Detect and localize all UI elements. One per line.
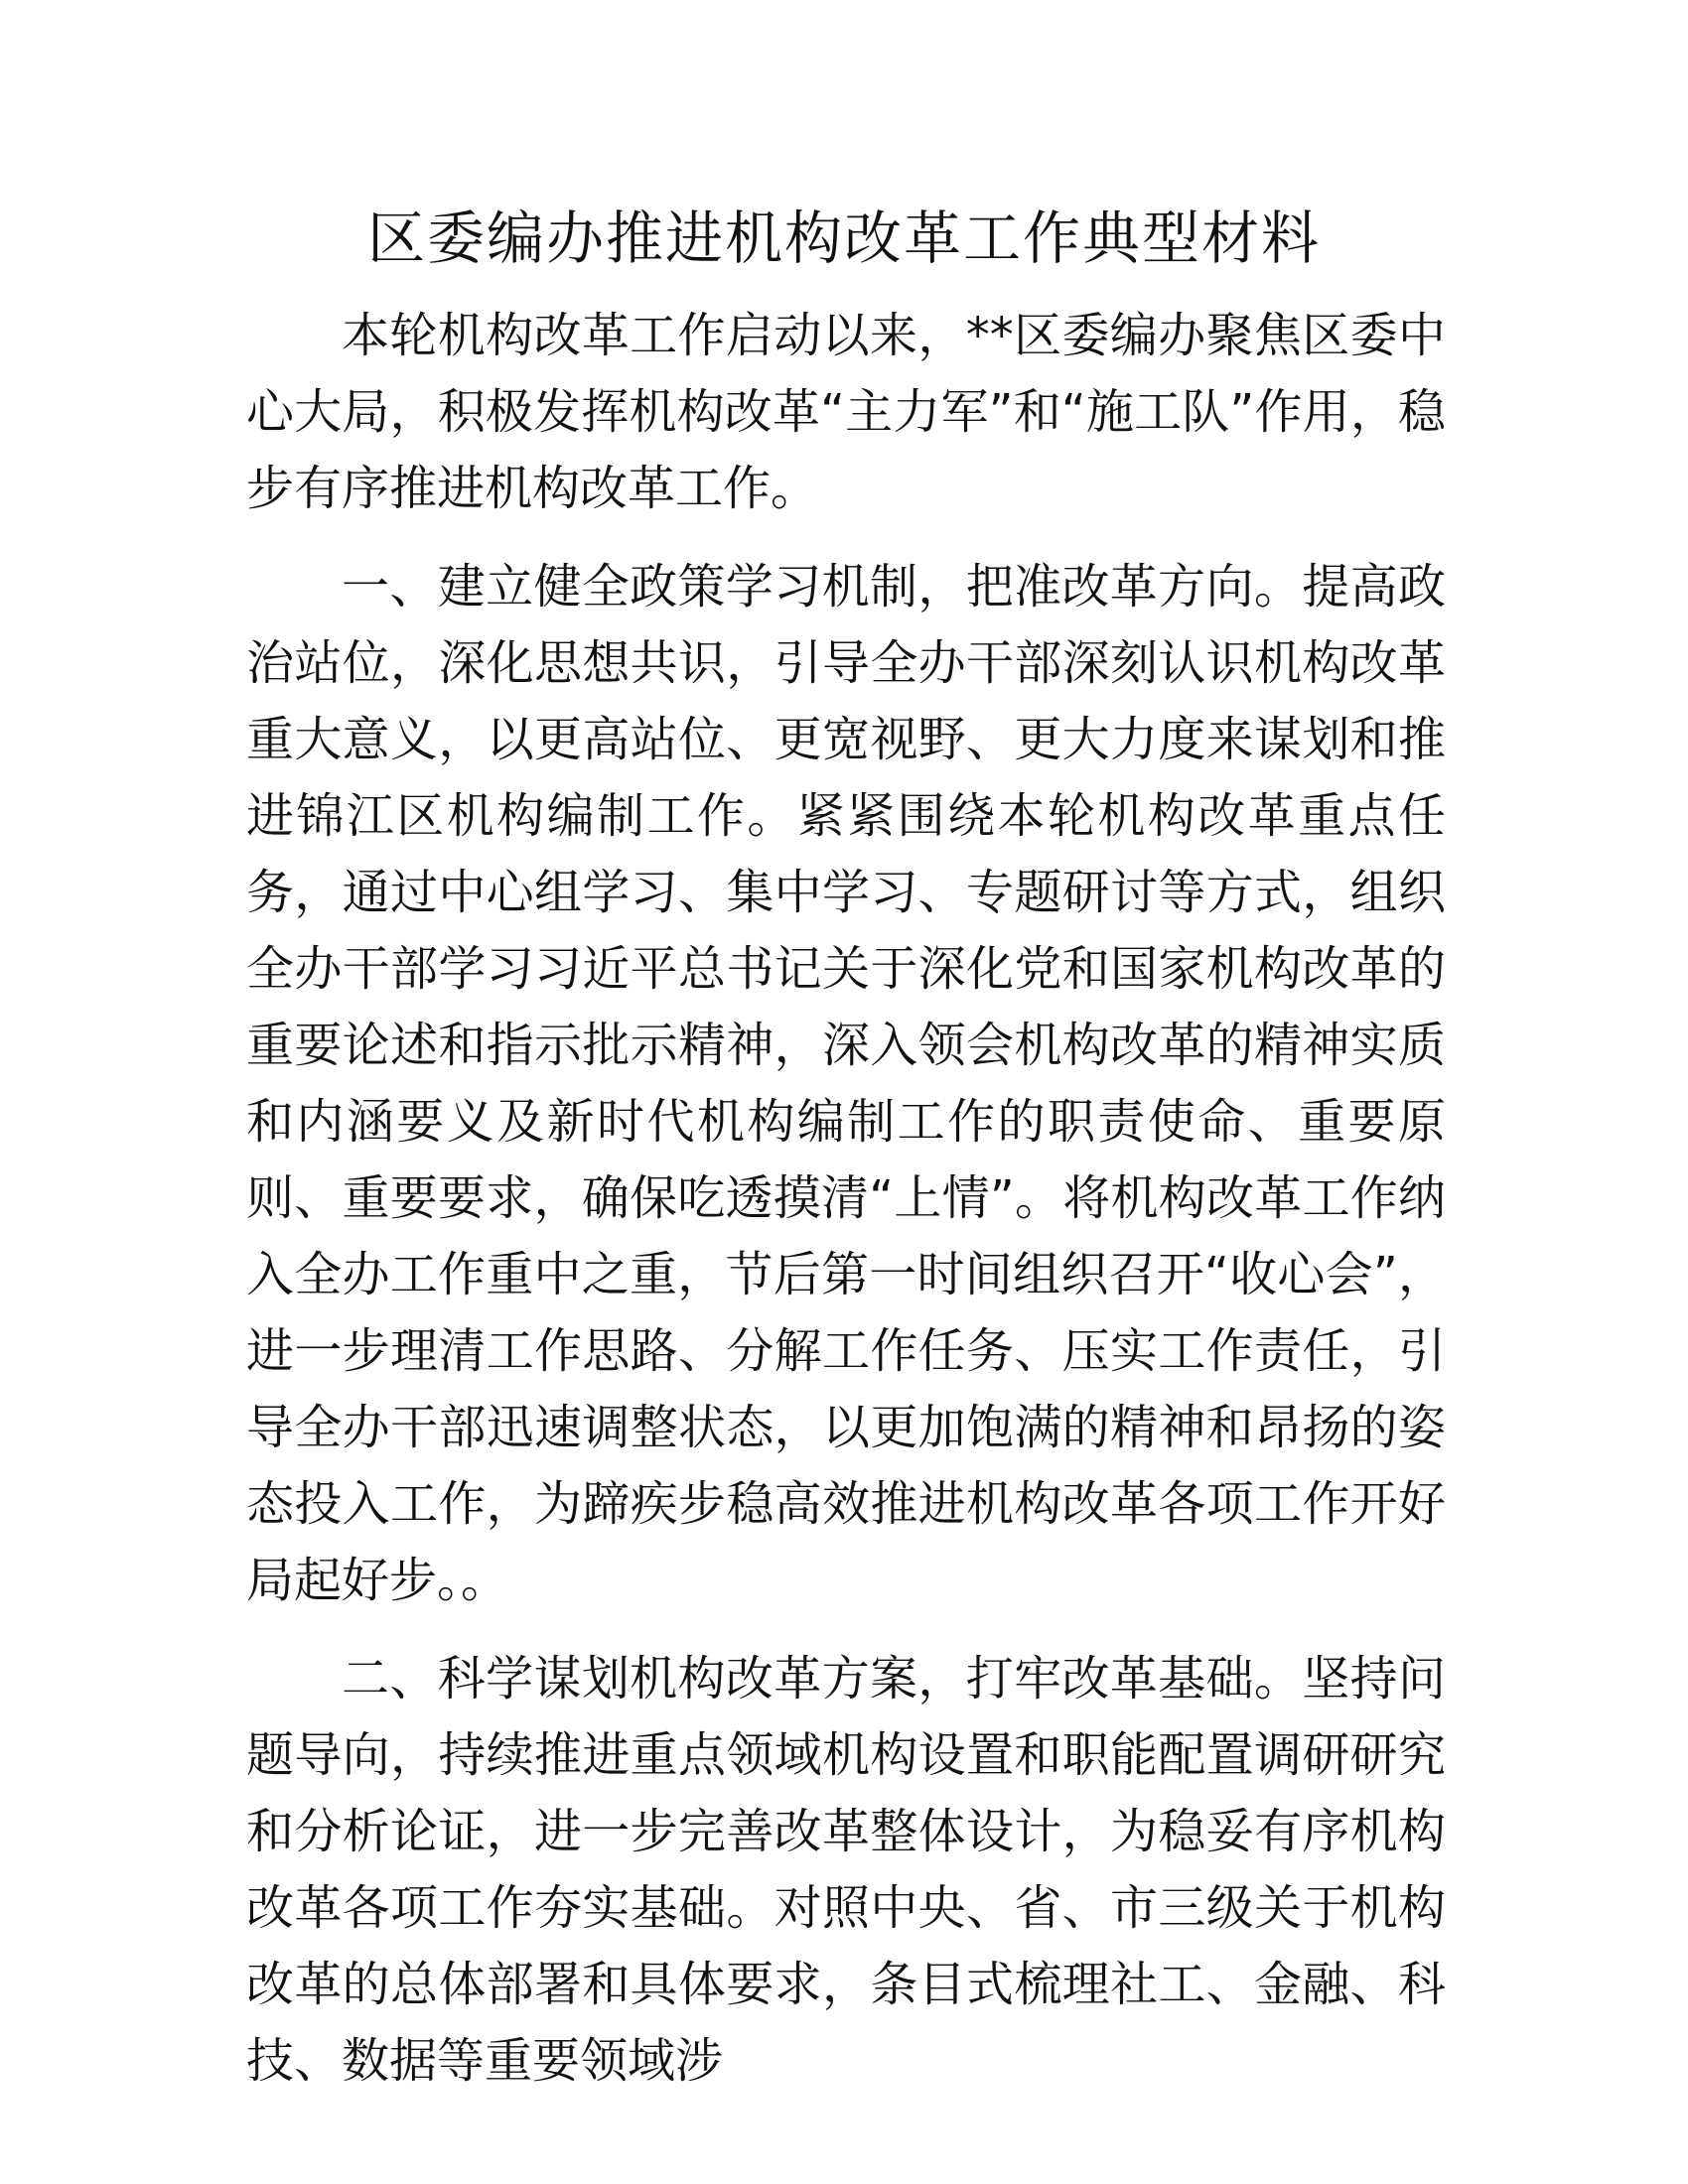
paragraph-section-1: 一、建立健全政策学习机制，把准改革方向。提高政治站位，深化思想共识，引导全办干部深刻认识机构改革重大意义，以更高站位、更宽视野、更大力度来谋划和推进锦江区机构编制工作。紧紧围绕本轮机构改革重点任务，通过中心组学习、集中学习、专题研讨等方式，组织全办干部学习习近平总书记关于深化党和国家机构改革的重要论述和指示批示精神，深入领会机构改革的精神实质和内涵要义及新时代机构编制工作的职责使命、重要原则、重要要求，确保吃透摸清“上情”。将机构改革工作纳入全办工作重中之重，节后第一时间组织召开“收心会”，进一步理清工作思路、分解工作任务、压实工作责任，引导全办干部迅速调整状态，以更加饱满的精神和昂扬的姿态投入工作，为蹄疾步稳高效推进机构改革各项工作开好局起好步。。 <box>246 559 1446 1608</box>
document-title: 区委编办推进机构改革工作典型材料 <box>366 205 1321 272</box>
paragraph-section-2: 二、科学谋划机构改革方案，打牢改革基础。坚持问题导向，持续推进重点领域机构设置和职能配置调研研究和分析论证，进一步完善改革整体设计，为稳妥有序机构改革各项工作夯实基础。对照中央、省、市三级关于机构改革的总体部署和具体要求，条目式梳理社工、金融、科技、数据等重要领域涉 <box>246 1651 1446 2089</box>
paragraph-intro: 本轮机构改革工作启动以来，**区委编办聚焦区委中心大局，积极发挥机构改革“主力军”和“施工队”作用，稳步有序推进机构改革工作。 <box>246 308 1446 516</box>
document-body <box>246 298 1446 2121</box>
